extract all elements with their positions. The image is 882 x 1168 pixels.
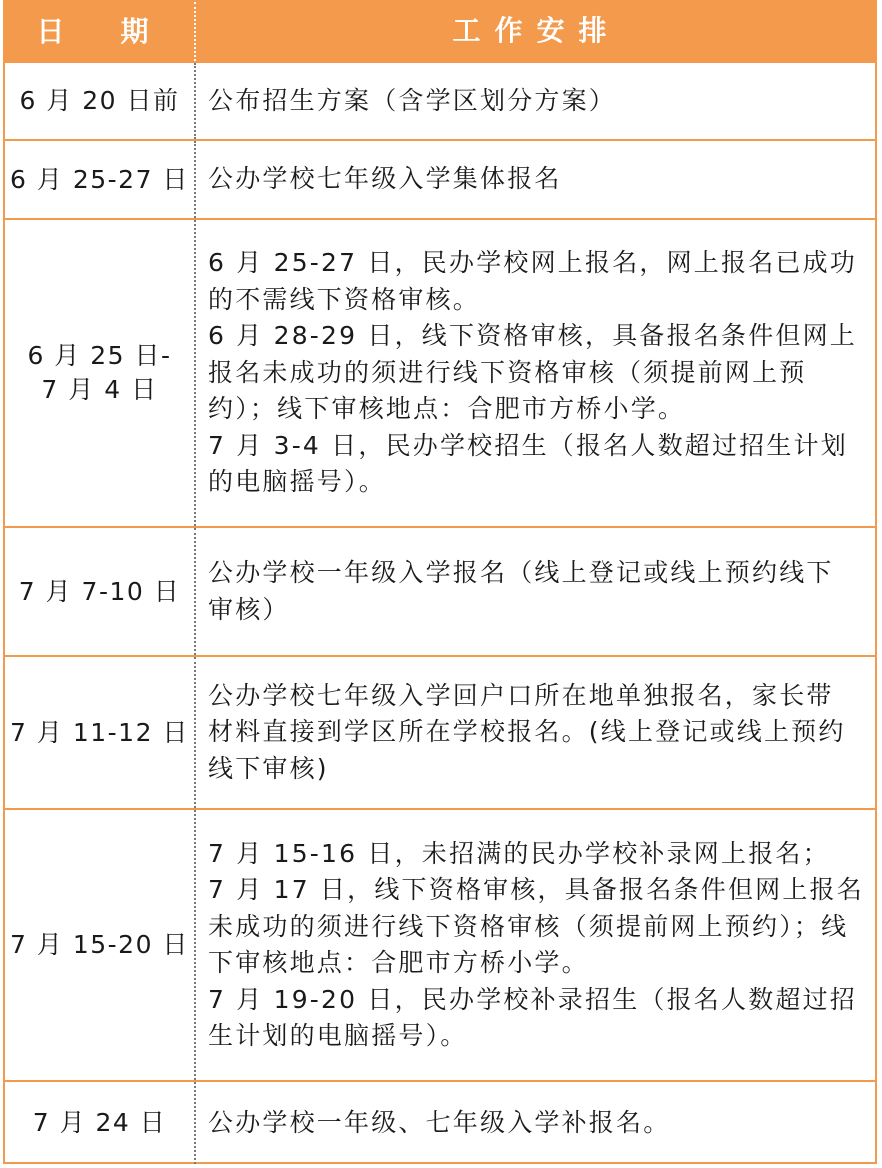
table-row (5, 1082, 875, 1164)
task-text: 未成功的须进行线下资格审核（须提前网上预约）；线 (208, 911, 849, 941)
task-text: 的电脑摇号）。 (208, 467, 386, 497)
schedule-table (3, 0, 877, 1164)
date-cell (5, 141, 196, 218)
date-cell (5, 220, 196, 526)
task-text: 线下审核) (208, 753, 329, 783)
task-cell (196, 63, 875, 139)
table-row (5, 528, 875, 657)
date-text: 6 月 25-27 日 (10, 164, 189, 194)
task-text: 公办学校七年级入学集体报名 (208, 164, 562, 194)
header-date: 日 期 (5, 2, 196, 61)
date-text: 7 月 24 日 (32, 1108, 167, 1137)
date-text: 7 月 4 日 (41, 375, 158, 404)
date-cell (5, 1082, 196, 1164)
task-cell (196, 1082, 875, 1164)
date-text: 6 月 25 日- (27, 341, 172, 370)
task-text: 公办学校七年级入学回户口所在地单独报名，家长带 (208, 680, 834, 710)
task-text: 报名未成功的须进行线下资格审核（须提前网上预 (208, 357, 807, 387)
task-text: 6 月 28-29 日，线下资格审核，具备报名条件但网上 (208, 321, 857, 351)
table-row (5, 220, 875, 528)
task-cell (196, 528, 875, 655)
task-text: 7 月 17 日，线下资格审核，具备报名条件但网上报名 (208, 875, 864, 904)
task-text: 约）；线下审核地点：合肥市方桥小学。 (208, 394, 686, 424)
date-text: 7 月 15-20 日 (10, 930, 189, 959)
table-row (5, 63, 875, 141)
task-text: 7 月 3-4 日，民办学校招生（报名人数超过招生计划 (208, 430, 848, 460)
date-text: 7 月 7-10 日 (18, 576, 181, 606)
table-header (5, 2, 875, 63)
task-cell (196, 810, 875, 1080)
date-cell (5, 810, 196, 1080)
task-text: 7 月 19-20 日，民办学校补录招生（报名人数超过招 (208, 984, 857, 1014)
date-cell (5, 657, 196, 808)
table-row (5, 141, 875, 220)
task-text: 6 月 25-27 日，民办学校网上报名，网上报名已成功 (208, 248, 857, 278)
task-cell (196, 141, 875, 218)
date-cell (5, 63, 196, 139)
task-text: 审核） (208, 594, 290, 624)
date-cell (5, 528, 196, 655)
header-task: 工作安排 (452, 14, 621, 48)
task-cell (196, 657, 875, 808)
task-text: 生计划的电脑摇号）。 (208, 1021, 468, 1050)
task-text: 7 月 15-16 日，未招满的民办学校补录网上报名； (208, 838, 830, 868)
task-text: 公办学校一年级入学报名（线上登记或线上预约线下 (208, 558, 834, 587)
task-cell (196, 220, 875, 526)
task-text: 公布招生方案（含学区划分方案） (208, 85, 617, 115)
table-row (5, 810, 875, 1082)
task-text: 材料直接到学区所在学校报名。(线上登记或线上预约 (208, 717, 846, 747)
date-text: 7 月 11-12 日 (10, 717, 189, 747)
date-text: 6 月 20 日前 (19, 86, 180, 115)
table-row (5, 657, 875, 810)
task-text: 的不需线下资格审核。 (208, 284, 481, 314)
task-text: 公办学校一年级、七年级入学补报名。 (208, 1107, 671, 1137)
task-text: 下审核地点：合肥市方桥小学。 (208, 948, 589, 977)
